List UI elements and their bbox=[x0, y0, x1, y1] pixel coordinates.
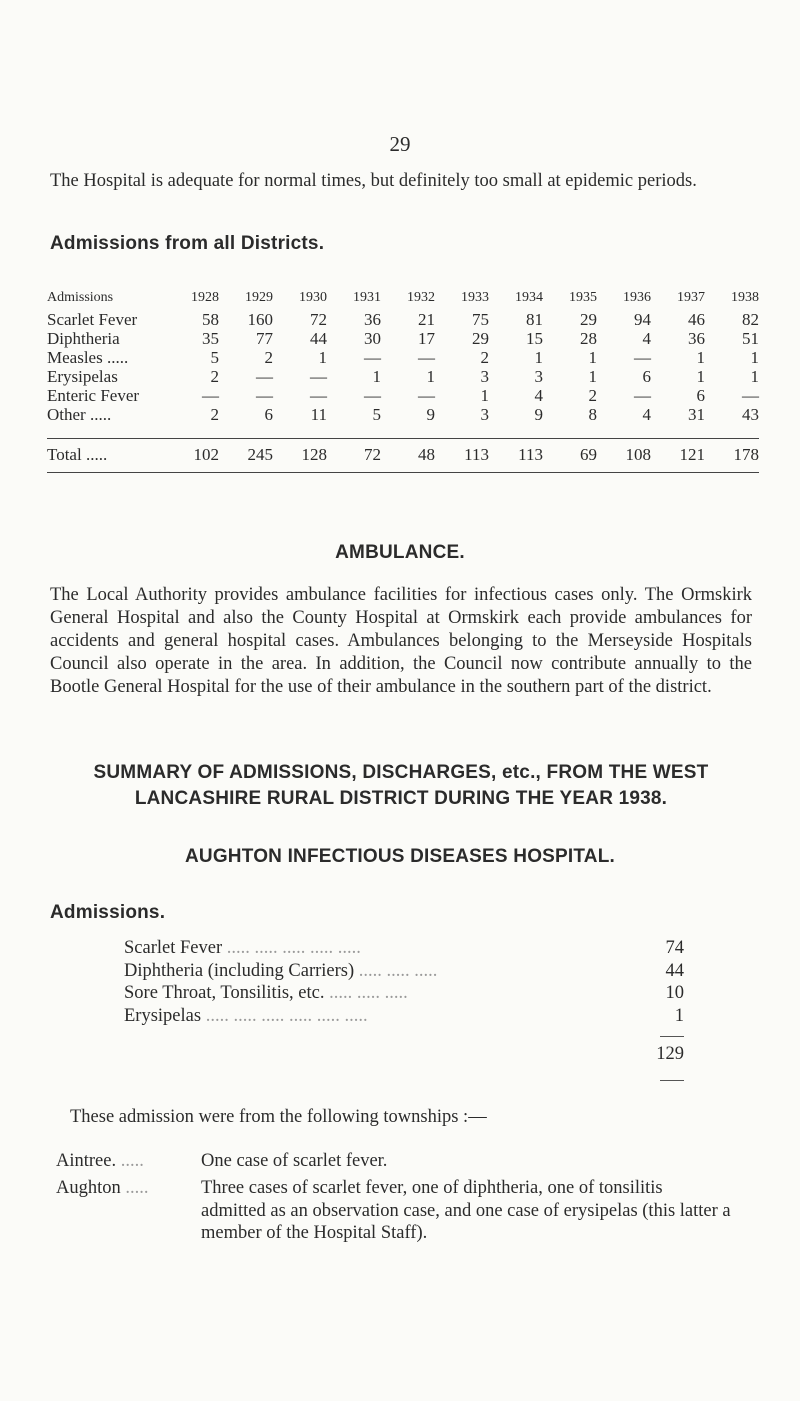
list-item-value: 44 bbox=[665, 960, 684, 981]
table-cell: 3 bbox=[480, 405, 489, 424]
table-cell: 11 bbox=[310, 405, 327, 424]
table-cell: 77 bbox=[256, 329, 273, 348]
table-cell: 2 bbox=[588, 386, 597, 405]
list-item bbox=[124, 960, 684, 983]
admissions-subheading: Admissions. bbox=[50, 902, 166, 923]
table-cell: 113 bbox=[435, 439, 489, 473]
table-cell: 1 bbox=[588, 367, 597, 386]
list-item-label: Scarlet Fever bbox=[124, 938, 223, 958]
table-cell: 72 bbox=[327, 439, 381, 473]
table-cell: — bbox=[418, 386, 435, 405]
table-cell: 48 bbox=[381, 439, 435, 473]
ambulance-heading: AMBULANCE. bbox=[335, 542, 465, 563]
table-cell: 1 bbox=[750, 348, 759, 367]
table-cell: 81 bbox=[526, 310, 543, 329]
year-header: 1932 bbox=[407, 290, 435, 305]
row-label: Total ..... bbox=[47, 439, 165, 473]
leader-dots: ..... ..... ..... ..... ..... bbox=[226, 938, 361, 958]
year-header: 1930 bbox=[299, 290, 327, 305]
table-cell: 1 bbox=[534, 348, 543, 367]
table-cell: 44 bbox=[310, 329, 327, 348]
table-cell: 72 bbox=[310, 310, 327, 329]
leader-dots: ..... ..... ..... bbox=[358, 960, 438, 981]
table-cell: 94 bbox=[634, 310, 651, 329]
table-cell: 31 bbox=[688, 405, 705, 424]
townships-intro: These admission were from the following townships :— bbox=[70, 1107, 487, 1127]
leader-dots: ..... ..... ..... bbox=[329, 983, 408, 1003]
table-cell: 9 bbox=[534, 405, 543, 424]
list-item-label: Sore Throat, Tonsilitis, etc. bbox=[124, 983, 325, 1003]
table-cell: 36 bbox=[688, 329, 705, 348]
table-cell: 2 bbox=[264, 348, 273, 367]
table-cell: 75 bbox=[472, 310, 489, 329]
table-cell: — bbox=[742, 386, 759, 405]
township-entry bbox=[56, 1150, 756, 1173]
table-cell: — bbox=[364, 386, 381, 405]
table-cell: — bbox=[202, 386, 219, 405]
table-cell: 30 bbox=[364, 329, 381, 348]
year-header: 1935 bbox=[569, 290, 597, 305]
row-label: Erysipelas bbox=[47, 367, 118, 386]
intro-paragraph: The Hospital is adequate for normal times, but definitely too small at epidemic periods. bbox=[50, 171, 697, 191]
list-item-value: 74 bbox=[665, 938, 684, 958]
row-label: Measles ..... bbox=[47, 348, 129, 367]
table-cell: 69 bbox=[543, 439, 597, 473]
list-item-label: Diphtheria (including Carriers) bbox=[124, 960, 355, 981]
table-cell: 6 bbox=[696, 386, 705, 405]
ambulance-paragraph: The Local Authority provides ambulance facilities for infectious cases only. The Ormskirk General Hospital and also the County Hospital at Ormskirk each provide ambulances for accidents and general hospital cases. Ambulances belonging to the Merseyside Hospitals Council also operate in the area. In addition, the Council now contribute annually to the Bootle General Hospital for the use of their ambulance in the southern part of the district. bbox=[50, 585, 752, 697]
row-label: Scarlet Fever bbox=[47, 310, 138, 329]
table-row bbox=[47, 310, 759, 329]
table-cell: — bbox=[310, 367, 327, 386]
list-item bbox=[124, 982, 684, 1005]
table-cell: 15 bbox=[526, 329, 543, 348]
table-cell: 128 bbox=[273, 439, 327, 473]
list-item bbox=[124, 937, 684, 960]
table-cell: 58 bbox=[202, 310, 219, 329]
table-cell: 1 bbox=[588, 348, 597, 367]
table-cell: 1 bbox=[426, 367, 435, 386]
table-cell: 3 bbox=[480, 367, 489, 386]
table-cell: 43 bbox=[742, 405, 759, 424]
table-cell: — bbox=[364, 348, 381, 367]
table-row bbox=[47, 329, 759, 348]
table-cell: — bbox=[256, 367, 273, 386]
year-header: 1936 bbox=[623, 290, 651, 305]
township-entry bbox=[56, 1177, 756, 1245]
table-cell: 102 bbox=[165, 439, 219, 473]
table-cell: 6 bbox=[642, 367, 651, 386]
row-label: Enteric Fever bbox=[47, 386, 140, 405]
table-cell: 1 bbox=[696, 367, 705, 386]
year-header: 1931 bbox=[353, 290, 381, 305]
table-cell: 51 bbox=[742, 329, 759, 348]
year-header: 1934 bbox=[515, 290, 543, 305]
admissions-list bbox=[124, 937, 684, 1027]
table-cell: 17 bbox=[418, 329, 435, 348]
page-number: 29 bbox=[389, 132, 411, 156]
table-cell: 21 bbox=[418, 310, 435, 329]
header-label: Admissions bbox=[47, 290, 114, 305]
table-cell: 1 bbox=[750, 367, 759, 386]
table-cell: 178 bbox=[705, 439, 759, 473]
year-header: 1929 bbox=[245, 290, 273, 305]
table-cell: 5 bbox=[210, 348, 219, 367]
table-cell: 1 bbox=[318, 348, 327, 367]
table-cell: 2 bbox=[210, 367, 219, 386]
township-description: Three cases of scarlet fever, one of diphtheria, one of tonsilitis admitted as an observation case, and one case of erysipelas (this latter a member of the Hospital Staff). bbox=[201, 1178, 731, 1243]
township-name: Aintree. bbox=[56, 1151, 117, 1171]
table-cell: 6 bbox=[264, 405, 273, 424]
sum-rule-bottom bbox=[660, 1080, 684, 1081]
table-cell: 3 bbox=[534, 367, 543, 386]
hospital-heading: AUGHTON INFECTIOUS DISEASES HOSPITAL. bbox=[184, 846, 615, 867]
table-cell: — bbox=[418, 348, 435, 367]
table-cell: — bbox=[310, 386, 327, 405]
table-cell: 36 bbox=[364, 310, 381, 329]
year-header: 1933 bbox=[461, 290, 489, 305]
list-item-label: Erysipelas bbox=[124, 1005, 202, 1026]
table-cell: 8 bbox=[588, 405, 597, 424]
table-cell: 245 bbox=[219, 439, 273, 473]
table-cell: 1 bbox=[480, 386, 489, 405]
table-cell: 4 bbox=[642, 329, 651, 348]
table-cell: — bbox=[634, 348, 651, 367]
admissions-total: 129 bbox=[656, 1044, 684, 1064]
row-label: Other ..... bbox=[47, 405, 112, 424]
table-cell: 5 bbox=[372, 405, 381, 424]
table-cell: 2 bbox=[210, 405, 219, 424]
table-cell: 113 bbox=[489, 439, 543, 473]
sum-rule-top bbox=[660, 1036, 684, 1037]
table-cell: 1 bbox=[696, 348, 705, 367]
leader-dots: ..... ..... ..... ..... ..... ..... bbox=[205, 1005, 368, 1026]
table-cell: 121 bbox=[651, 439, 705, 473]
table-cell: 29 bbox=[472, 329, 489, 348]
table-cell: 4 bbox=[642, 405, 651, 424]
township-description: One case of scarlet fever. bbox=[201, 1151, 388, 1171]
table-cell: 82 bbox=[742, 310, 759, 329]
summary-heading: SUMMARY OF ADMISSIONS, DISCHARGES, etc., FROM THE WEST LANCASHIRE RURAL DISTRICT DURING THE YEAR 1938. bbox=[93, 762, 709, 809]
row-label: Diphtheria bbox=[47, 329, 120, 348]
table-row bbox=[47, 386, 759, 405]
table-cell: 1 bbox=[372, 367, 381, 386]
table-cell: 29 bbox=[580, 310, 597, 329]
table-cell: 9 bbox=[426, 405, 435, 424]
table-cell: 4 bbox=[534, 386, 543, 405]
township-name: Aughton bbox=[56, 1178, 121, 1198]
table-rule-row bbox=[47, 424, 759, 439]
list-item bbox=[124, 1005, 684, 1028]
table-cell: — bbox=[256, 386, 273, 405]
table-cell: 28 bbox=[580, 329, 597, 348]
table-row bbox=[47, 405, 759, 424]
admissions-heading: Admissions from all Districts. bbox=[50, 233, 325, 254]
table-cell: 160 bbox=[247, 310, 273, 329]
table-cell: — bbox=[634, 386, 651, 405]
year-header: 1928 bbox=[191, 290, 219, 305]
list-item-value: 10 bbox=[665, 983, 684, 1003]
table-row bbox=[47, 348, 759, 367]
table-row bbox=[47, 367, 759, 386]
year-header: 1938 bbox=[731, 290, 759, 305]
table-cell: 35 bbox=[202, 329, 219, 348]
table-cell: 108 bbox=[597, 439, 651, 473]
admissions-table bbox=[47, 290, 759, 473]
table-cell: 2 bbox=[480, 348, 489, 367]
leader-dots: ..... bbox=[125, 1178, 149, 1198]
list-item-value: 1 bbox=[674, 1005, 684, 1026]
table-header-row bbox=[47, 290, 759, 310]
table-cell: 46 bbox=[688, 310, 705, 329]
year-header: 1937 bbox=[677, 290, 705, 305]
total-row bbox=[47, 439, 759, 473]
leader-dots: ..... bbox=[120, 1151, 144, 1171]
